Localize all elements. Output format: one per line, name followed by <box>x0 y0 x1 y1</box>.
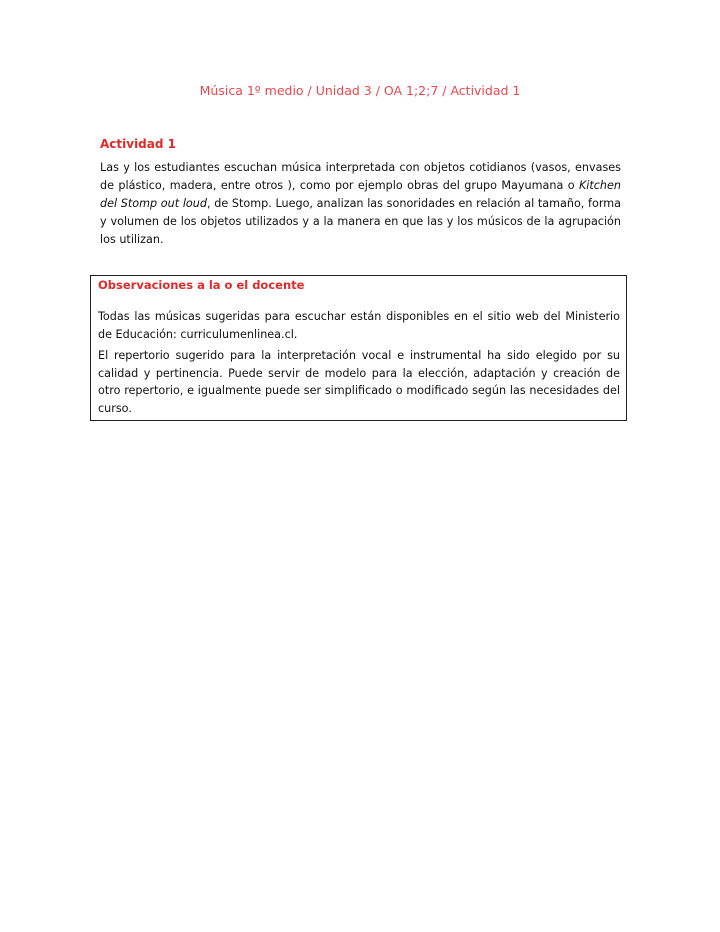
activity-text-part-1: Las y los estudiantes escuchan música interpretada con objetos cotidianos (vasos, envases de plástico, madera, entre otros ), como por ejemplo obras del grupo Mayumana o <box>100 161 621 192</box>
activity-title: Actividad 1 <box>100 137 176 151</box>
observations-title: Observaciones a la o el docente <box>98 278 305 292</box>
activity-text-part-2: , de Stomp. Luego, analizan las sonoridades en relación al tamaño, forma y volumen de los objetos utilizados y a la manera en que las y los músicos de la agrupación los utilizan. <box>100 197 621 246</box>
page-breadcrumb-header: Música 1º medio / Unidad 3 / OA 1;2;7 / Actividad 1 <box>199 83 521 98</box>
observation-paragraph-resources: Todas las músicas sugeridas para escuchar están disponibles en el sitio web del Ministerio de Educación: curriculumenlinea.cl. <box>98 310 620 341</box>
activity-work-title: Kitchen del Stomp out loud <box>100 179 621 210</box>
activity-description <box>100 159 621 249</box>
observation-paragraph-repertoire: El repertorio sugerido para la interpretación vocal e instrumental ha sido elegido por su calidad y pertinencia. Puede servir de modelo para la elección, adaptación y creación de otro repertorio, e igualmente puede ser simplificado o modificado según las necesidades del curso. <box>98 349 620 415</box>
teacher-observations-box <box>90 275 627 421</box>
